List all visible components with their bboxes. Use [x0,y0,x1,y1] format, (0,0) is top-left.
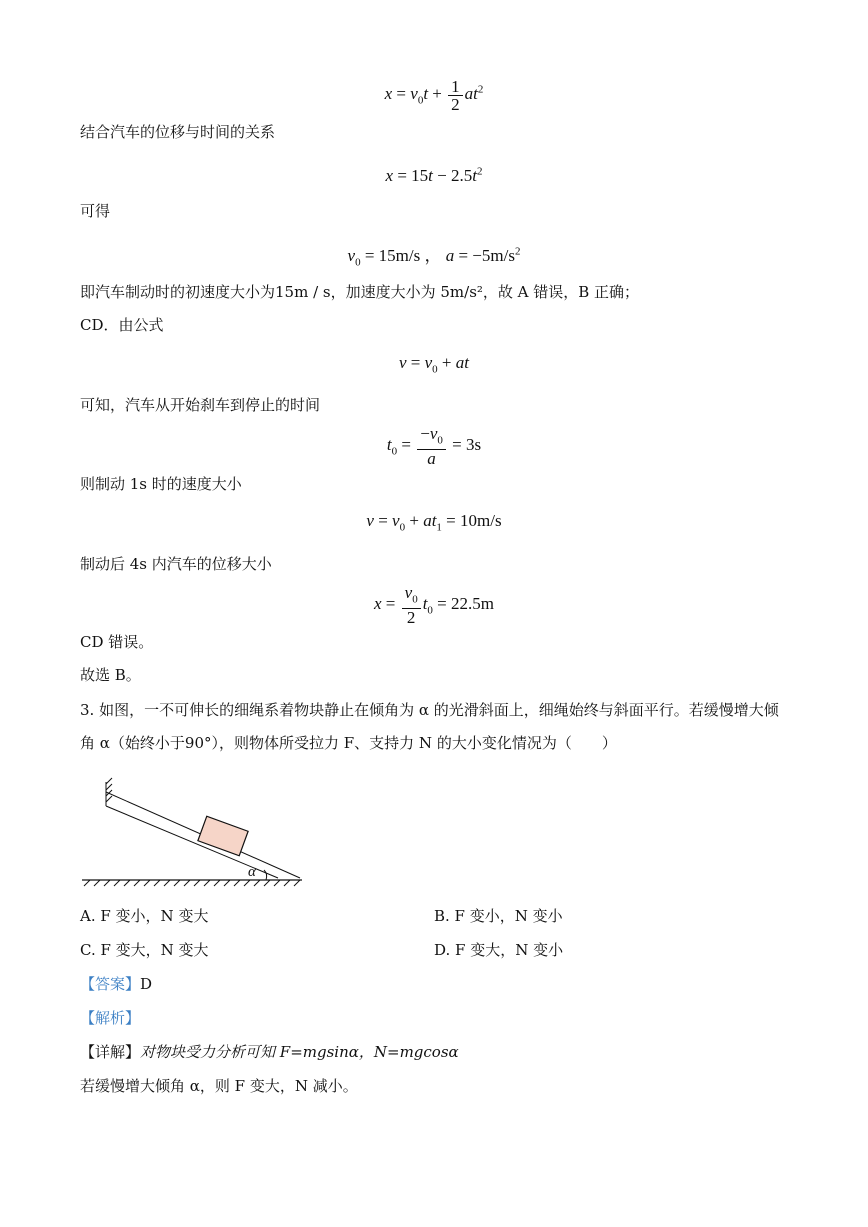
angle-label: α [248,864,256,880]
equation-5-render: $t_0$ = $\frac{-v_0}{a}$ = 3s [386,424,482,469]
detail-label: 【详解】 [80,1043,141,1061]
equation-4 [0,352,868,380]
angle-arc [264,870,267,880]
answer-value: D [140,975,153,993]
question-3-line-2: 角 α（始终小于90°），则物体所受拉力 F、支持力 N 的大小变化情况为（ ） [80,734,617,752]
equation-1 [0,78,868,113]
option-d-label: D. F 变大，N 变小 [434,941,564,959]
equation-3-render: $v_0 = 15m/s$ ， $a = -5m/s^2$ [347,245,521,269]
block [198,816,248,855]
answer-line [80,974,152,994]
option-c[interactable] [80,940,209,960]
detail-line [80,1042,459,1062]
text-line-3: 即汽车制动时的初速度大小为15m / s，加速度大小为 5m/s²，故 A 错误，B 正确； [80,283,640,301]
equation-6-render: $v = v_0 + at_1 = 10m/s$ [366,511,502,534]
option-b[interactable] [434,906,563,926]
text-line-6: 则制动 1s 时的速度大小 [80,475,242,493]
equation-5 [0,425,868,467]
analysis-heading [80,1008,140,1028]
text-line-4: CD．由公式 [80,316,164,334]
text-line-1: 结合汽车的位移与时间的关系 [80,123,276,141]
text-line-8: CD 错误。 [80,633,154,651]
conclusion-line: 若缓慢增大倾角 α，则 F 变大，N 减小。 [80,1077,358,1095]
equation-2 [0,160,868,187]
equation-4-render: $v = v_0$ + at [398,353,469,376]
detail-text: 对物块受力分析可知 F=mgsinα，N=mgcosα [140,1043,459,1061]
text-line-9: 故选 B。 [80,666,141,684]
option-c-label: C. F 变大，N 变大 [80,941,209,959]
equation-1-render: $x = v_0t$ + $\frac{1}{2}$ $at^2$ [384,77,484,114]
question-3-line-1: 3. 如图，一不可伸长的细绳系着物块静止在倾角为 α 的光滑斜面上，细绳始终与斜面平行。若缓慢增大倾 [80,701,779,719]
equation-6 [0,510,868,538]
equation-3 [0,240,868,273]
option-b-label: B. F 变小，N 变小 [434,907,563,925]
equation-7-render: x = $\frac{v_0}{2}$ $t_0 = 22.5m$ [374,583,494,628]
option-d[interactable] [434,940,563,960]
ground-hatch [84,880,300,886]
option-a-label: A. F 变小，N 变大 [80,907,209,925]
analysis-label: 【解析】 [80,1009,141,1027]
option-a[interactable] [80,906,208,926]
incline-figure [78,770,308,890]
text-line-2: 可得 [80,202,111,220]
equation-7 [0,584,868,626]
text-line-7: 制动后 4s 内汽车的位移大小 [80,555,272,573]
equation-2-render: $x = 15t - 2.5t^2$ [385,165,483,185]
answer-label: 【答案】 [80,975,141,993]
text-line-5: 可知，汽车从开始刹车到停止的时间 [80,396,321,414]
